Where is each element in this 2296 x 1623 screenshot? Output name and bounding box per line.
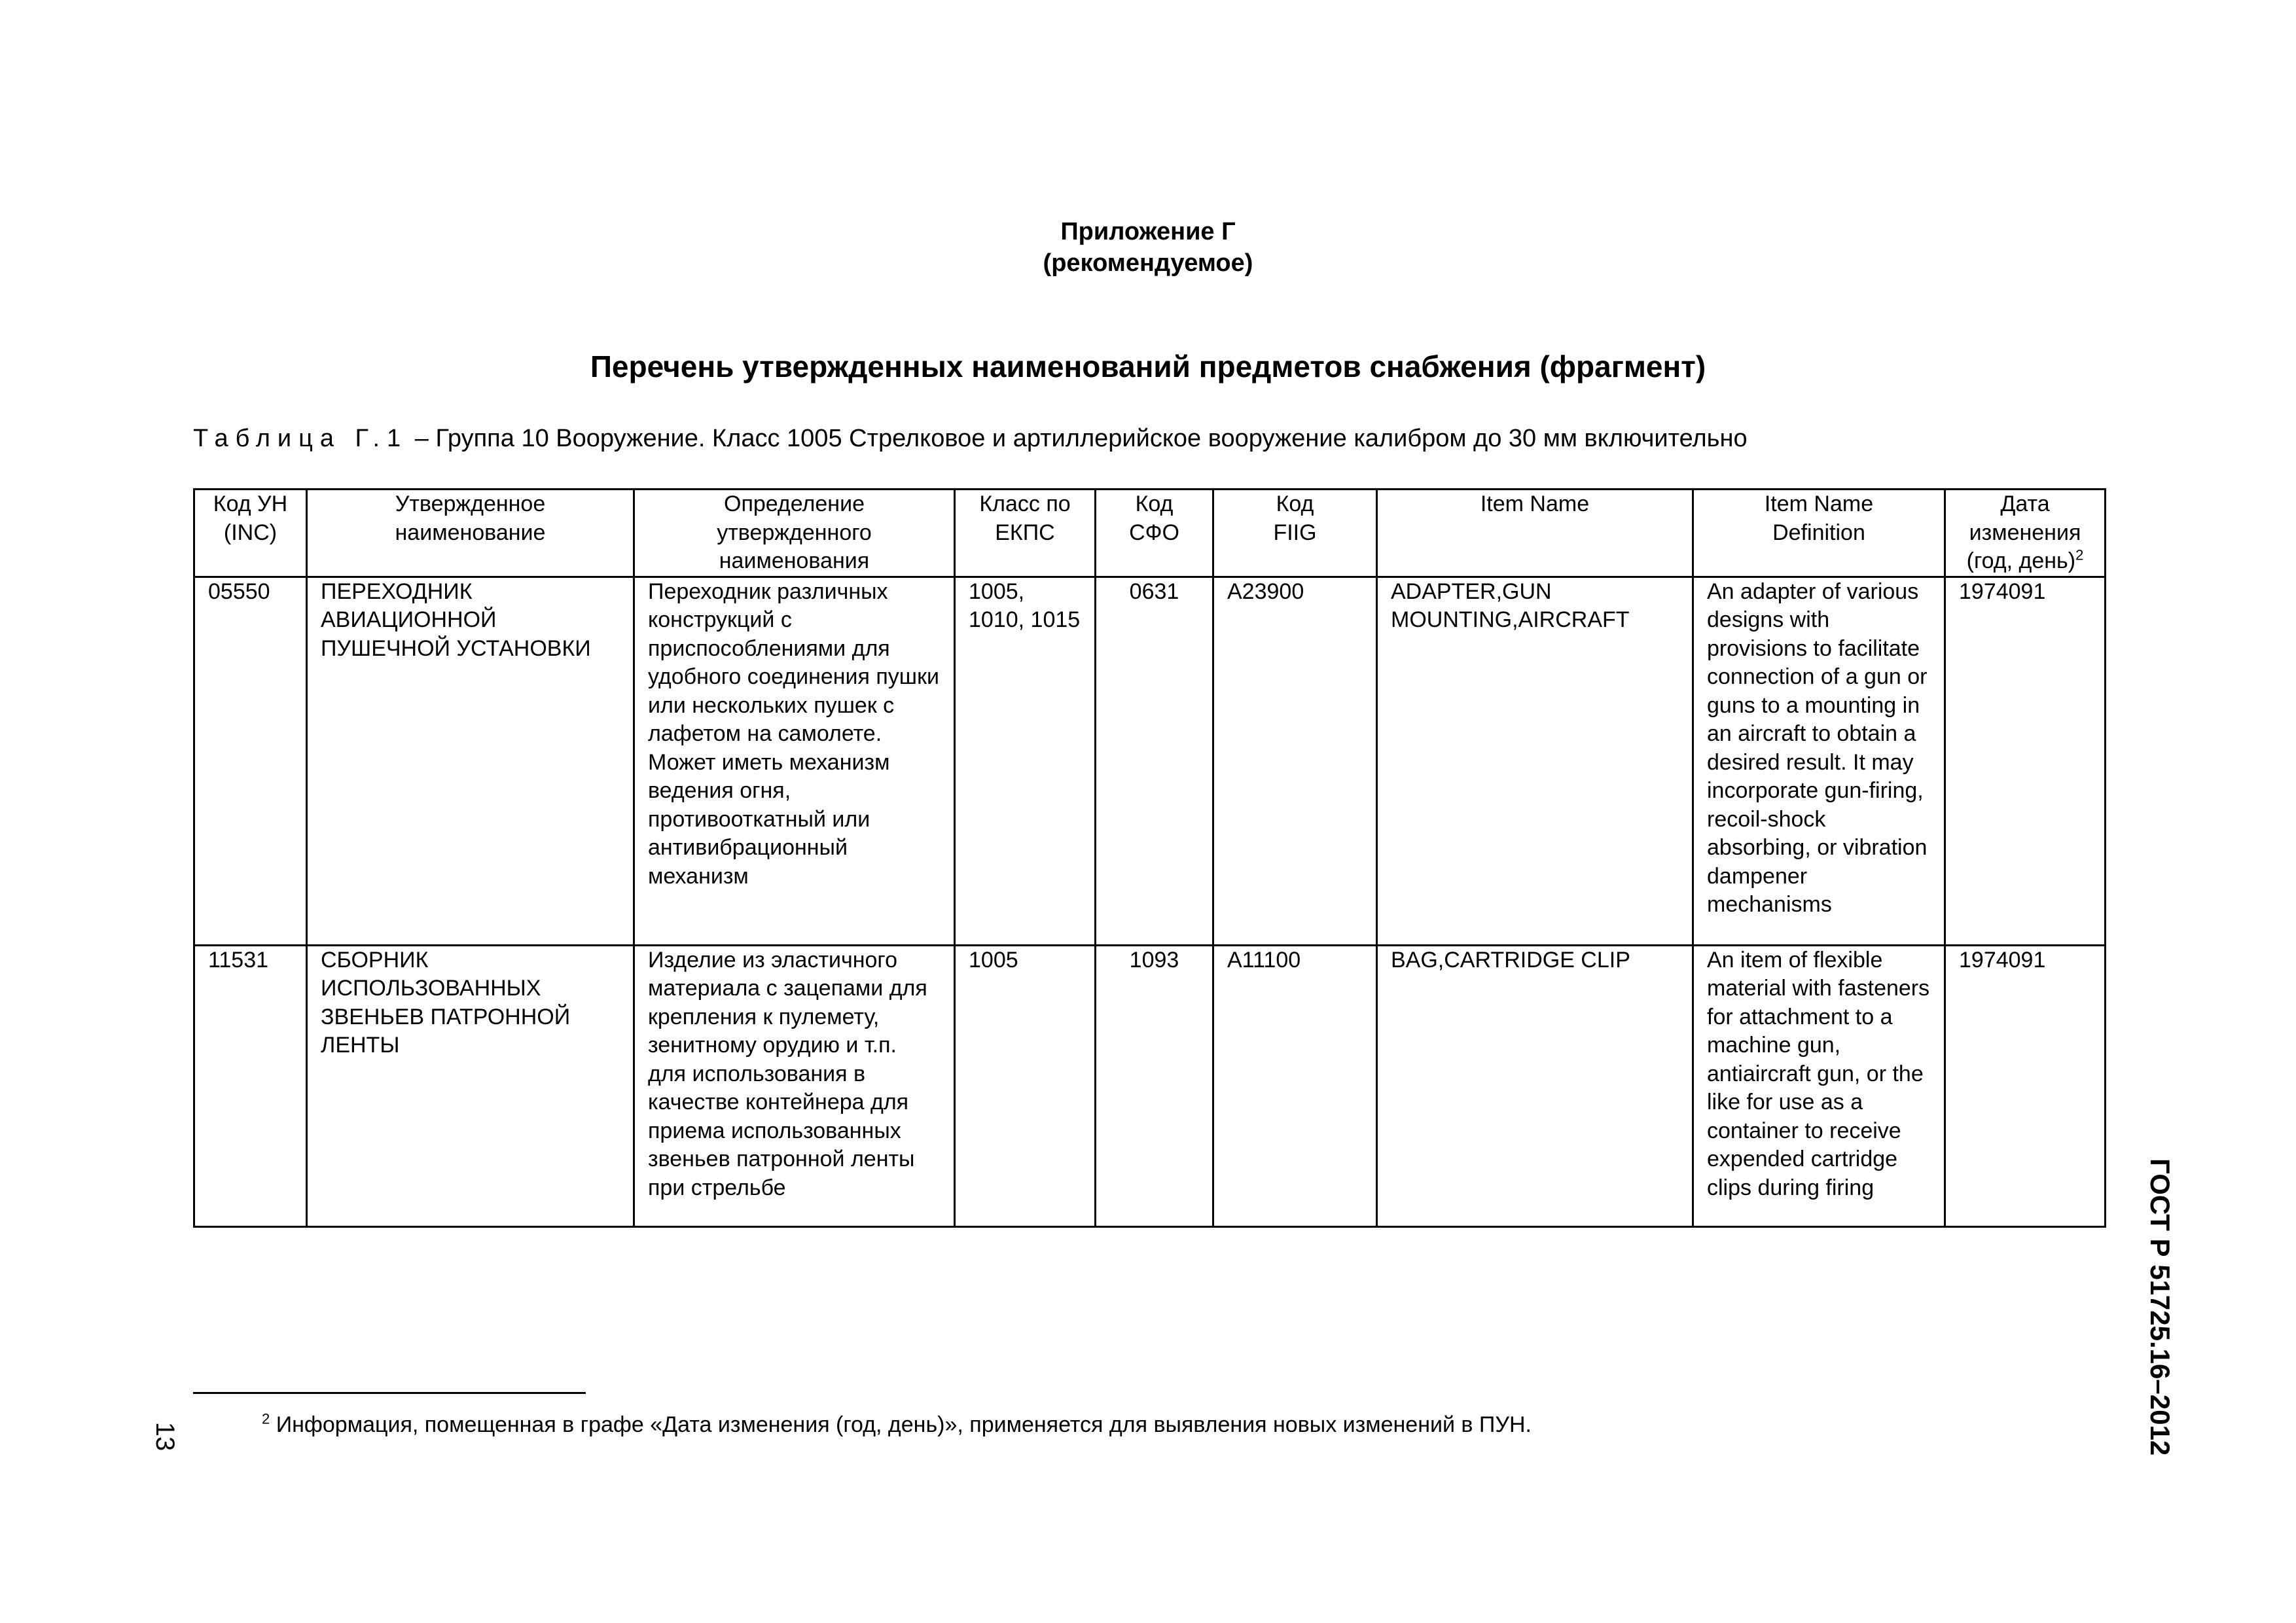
footnote-divider	[193, 1392, 586, 1394]
appendix-title: Приложение Г	[1060, 218, 1236, 245]
header-item-definition-line1: Item Name	[1764, 491, 1874, 516]
header-class-line1: Класс по	[979, 491, 1071, 516]
header-approved-name	[307, 490, 634, 577]
header-date-line2: изменения	[1969, 520, 2081, 545]
cell-class: 1005, 1010, 1015	[955, 577, 1096, 945]
footnote-ref-mark: 2	[2075, 546, 2084, 563]
table-row	[194, 577, 2106, 945]
cell-class: 1005	[955, 945, 1096, 1226]
cell-approved-name: СБОРНИК ИСПОЛЬЗОВАННЫХ ЗВЕНЬЕВ ПАТРОННОЙ ЛЕНТЫ	[307, 945, 634, 1226]
header-approved-name-line2: наименование	[395, 520, 546, 545]
appendix-heading	[0, 216, 2296, 279]
header-definition	[634, 490, 955, 577]
cell-sfo: 1093	[1096, 945, 1213, 1226]
standard-code: ГОСТ Р 51725.16–2012	[2145, 1158, 2176, 1456]
cell-date: 1974091	[1945, 577, 2106, 945]
table-header-row	[194, 490, 2106, 577]
header-date	[1945, 490, 2106, 577]
header-class	[955, 490, 1096, 577]
header-class-line2: ЕКПС	[995, 520, 1055, 545]
table-row	[194, 945, 2106, 1226]
header-inc-line2: (INC)	[223, 520, 278, 545]
footnote-mark: 2	[262, 1410, 270, 1427]
header-sfo	[1096, 490, 1213, 577]
header-definition-line3: наименования	[719, 548, 870, 573]
supply-items-table	[193, 488, 2106, 1228]
table-caption-label: Таблица Г.1	[193, 425, 408, 452]
header-sfo-line2: СФО	[1129, 520, 1179, 545]
footnote-text: Информация, помещенная в графе «Дата изменения (год, день)», применяется для выявления новых изменений в ПУН.	[270, 1412, 1532, 1437]
table-caption	[193, 423, 2157, 454]
header-sfo-line1: Код	[1135, 491, 1174, 516]
header-date-line3-text: (год, день)	[1966, 548, 2076, 573]
header-definition-line2: утвержденного	[717, 520, 872, 545]
cell-inc: 05550	[194, 577, 307, 945]
header-item-definition	[1693, 490, 1945, 577]
cell-approved-name: ПЕРЕХОДНИК АВИАЦИОННОЙ ПУШЕЧНОЙ УСТАНОВКИ	[307, 577, 634, 945]
cell-fiig: A23900	[1213, 577, 1377, 945]
cell-inc: 11531	[194, 945, 307, 1226]
header-fiig	[1213, 490, 1377, 577]
cell-item-name: BAG,CARTRIDGE CLIP	[1377, 945, 1693, 1226]
cell-item-name: ADAPTER,GUN MOUNTING,AIRCRAFT	[1377, 577, 1693, 945]
header-inc	[194, 490, 307, 577]
header-fiig-line1: Код	[1276, 491, 1314, 516]
cell-item-definition: An item of flexible material with fasteners for attachment to a machine gun, antiaircraft gun, or the like for use as a container to receive expended cartridge clips during firing	[1693, 945, 1945, 1226]
header-item-name	[1377, 490, 1693, 577]
header-item-name-text: Item Name	[1480, 491, 1590, 516]
header-inc-line1: Код УН	[213, 491, 288, 516]
cell-fiig: A11100	[1213, 945, 1377, 1226]
cell-definition: Изделие из эластичного материала с зацепами для крепления к пулемету, зенитному орудию и т.п. для использования в качестве контейнера для приема использованных звеньев патронной ленты при стрельбе	[634, 945, 955, 1226]
table-caption-text: Группа 10 Вооружение. Класс 1005 Стрелковое и артиллерийское вооружение калибром до 30 мм включительно	[435, 425, 1748, 452]
header-date-line3	[1950, 547, 2100, 576]
cell-date: 1974091	[1945, 945, 2106, 1226]
cell-item-definition: An adapter of various designs with provisions to facilitate connection of a gun or guns to a mounting in an aircraft to obtain a desired result. It may incorporate gun-firing, recoil-shock absorbing, or vibration dampener mechanisms	[1693, 577, 1945, 945]
header-item-definition-line2: Definition	[1772, 520, 1865, 545]
document-title: Перечень утвержденных наименований предметов снабжения (фрагмент)	[590, 349, 1706, 383]
header-date-line1: Дата	[2000, 491, 2050, 516]
page-number: 13	[151, 1421, 179, 1452]
appendix-note: (рекомендуемое)	[1043, 249, 1253, 277]
footnote	[262, 1410, 1532, 1439]
header-fiig-line2: FIIG	[1273, 520, 1317, 545]
header-definition-line1: Определение	[724, 491, 865, 516]
table-caption-dash: –	[414, 425, 429, 452]
header-approved-name-line1: Утвержденное	[395, 491, 546, 516]
cell-definition: Переходник различных конструкций с приспособлениями для удобного соединения пушки или нескольких пушек с лафетом на самолете. Может иметь механизм ведения огня, противооткатный или антивибрационный механизм	[634, 577, 955, 945]
cell-sfo: 0631	[1096, 577, 1213, 945]
